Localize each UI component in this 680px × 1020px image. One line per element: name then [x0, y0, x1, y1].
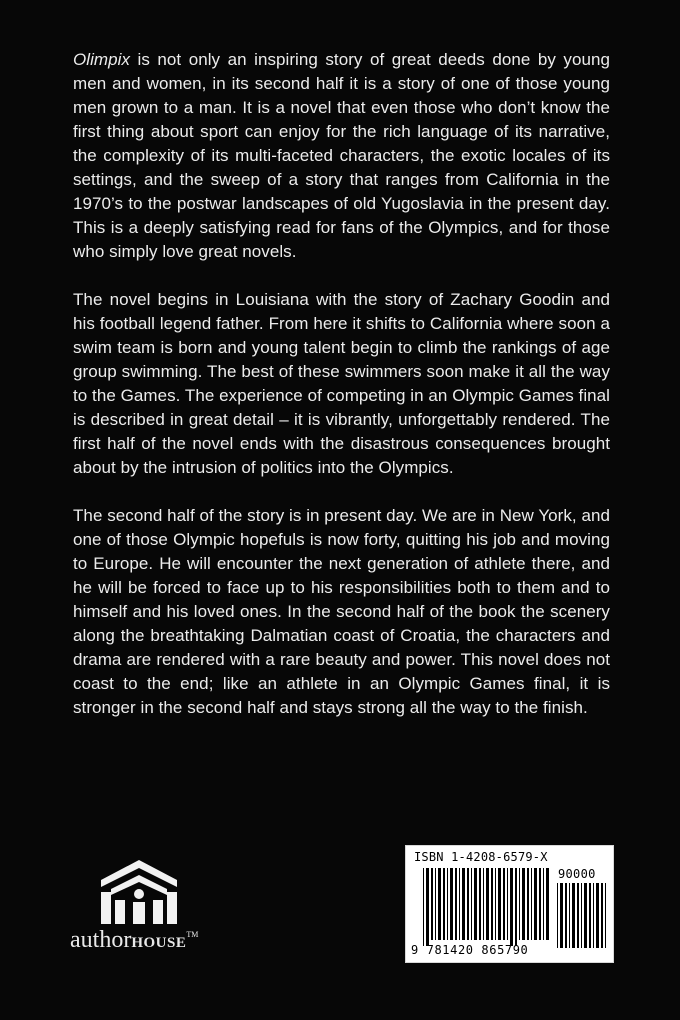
blurb-paragraph-1 [73, 48, 610, 264]
isbn-number: ISBN 1-4208-6579-X [414, 850, 548, 864]
publisher-name [70, 927, 198, 954]
publisher-name-part1: author [70, 927, 132, 953]
publisher-logo [68, 856, 228, 956]
trademark-symbol: TM [186, 930, 199, 939]
authorhouse-logo-icon [95, 856, 183, 926]
blurb-paragraph-1-text: is not only an inspiring story of great deeds done by young men and women, in its second half it is a story of one of those young men grown to a man. It is a novel that even those who don’t know the first thing about sport can enjoy for the rich language of its narrative, the complexity of its multi-faceted characters, the exotic locales of its settings, and the sweep of a story that ranges from California in the 1970’s to the postwar landscapes of old Yugoslavia in the present day. This is a deeply satisfying read for fans of the Olympics, and for those who simply love great novels. [73, 50, 610, 261]
price-code: 90000 [558, 867, 596, 881]
cover-blurb [73, 48, 610, 744]
ean-digits: 9 781420 865790 [411, 943, 529, 957]
blurb-paragraph-3: The second half of the story is in present day. We are in New York, and one of those Olympic hopefuls is now forty, quitting his job and moving to Europe. He will encounter the next generation of athlete there, and he will be forced to face up to his responsibilities both to them and to himself and his loved ones. In the second half of the book the scenery along the breathtaking Dalmatian coast of Croatia, the characters and drama are rendered with a rare beauty and power. This novel does not coast to the end; like an athlete in an Olympic Games final, it is stronger in the second half and stays strong all the way to the finish. [73, 506, 610, 717]
publisher-name-part2: HOUSE [131, 935, 187, 951]
blurb-paragraph-2: The novel begins in Louisiana with the story of Zachary Goodin and his football legend father. From here it shifts to California where soon a swim team is born and young talent begin to climb the rankings of age group swimming. The best of these swimmers soon make it all the way to the Games. The experience of competing in an Olympic Games final is described in great detail – it is vibrantly, unforgettably rendered. The first half of the novel ends with the disastrous consequences brought about by the intrusion of politics into the Olympics. [73, 290, 610, 477]
book-title-italic: Olimpix [73, 50, 131, 69]
addon-barcode-bars [557, 883, 607, 954]
isbn-barcode [405, 845, 614, 963]
ean-barcode-bars [423, 868, 551, 946]
